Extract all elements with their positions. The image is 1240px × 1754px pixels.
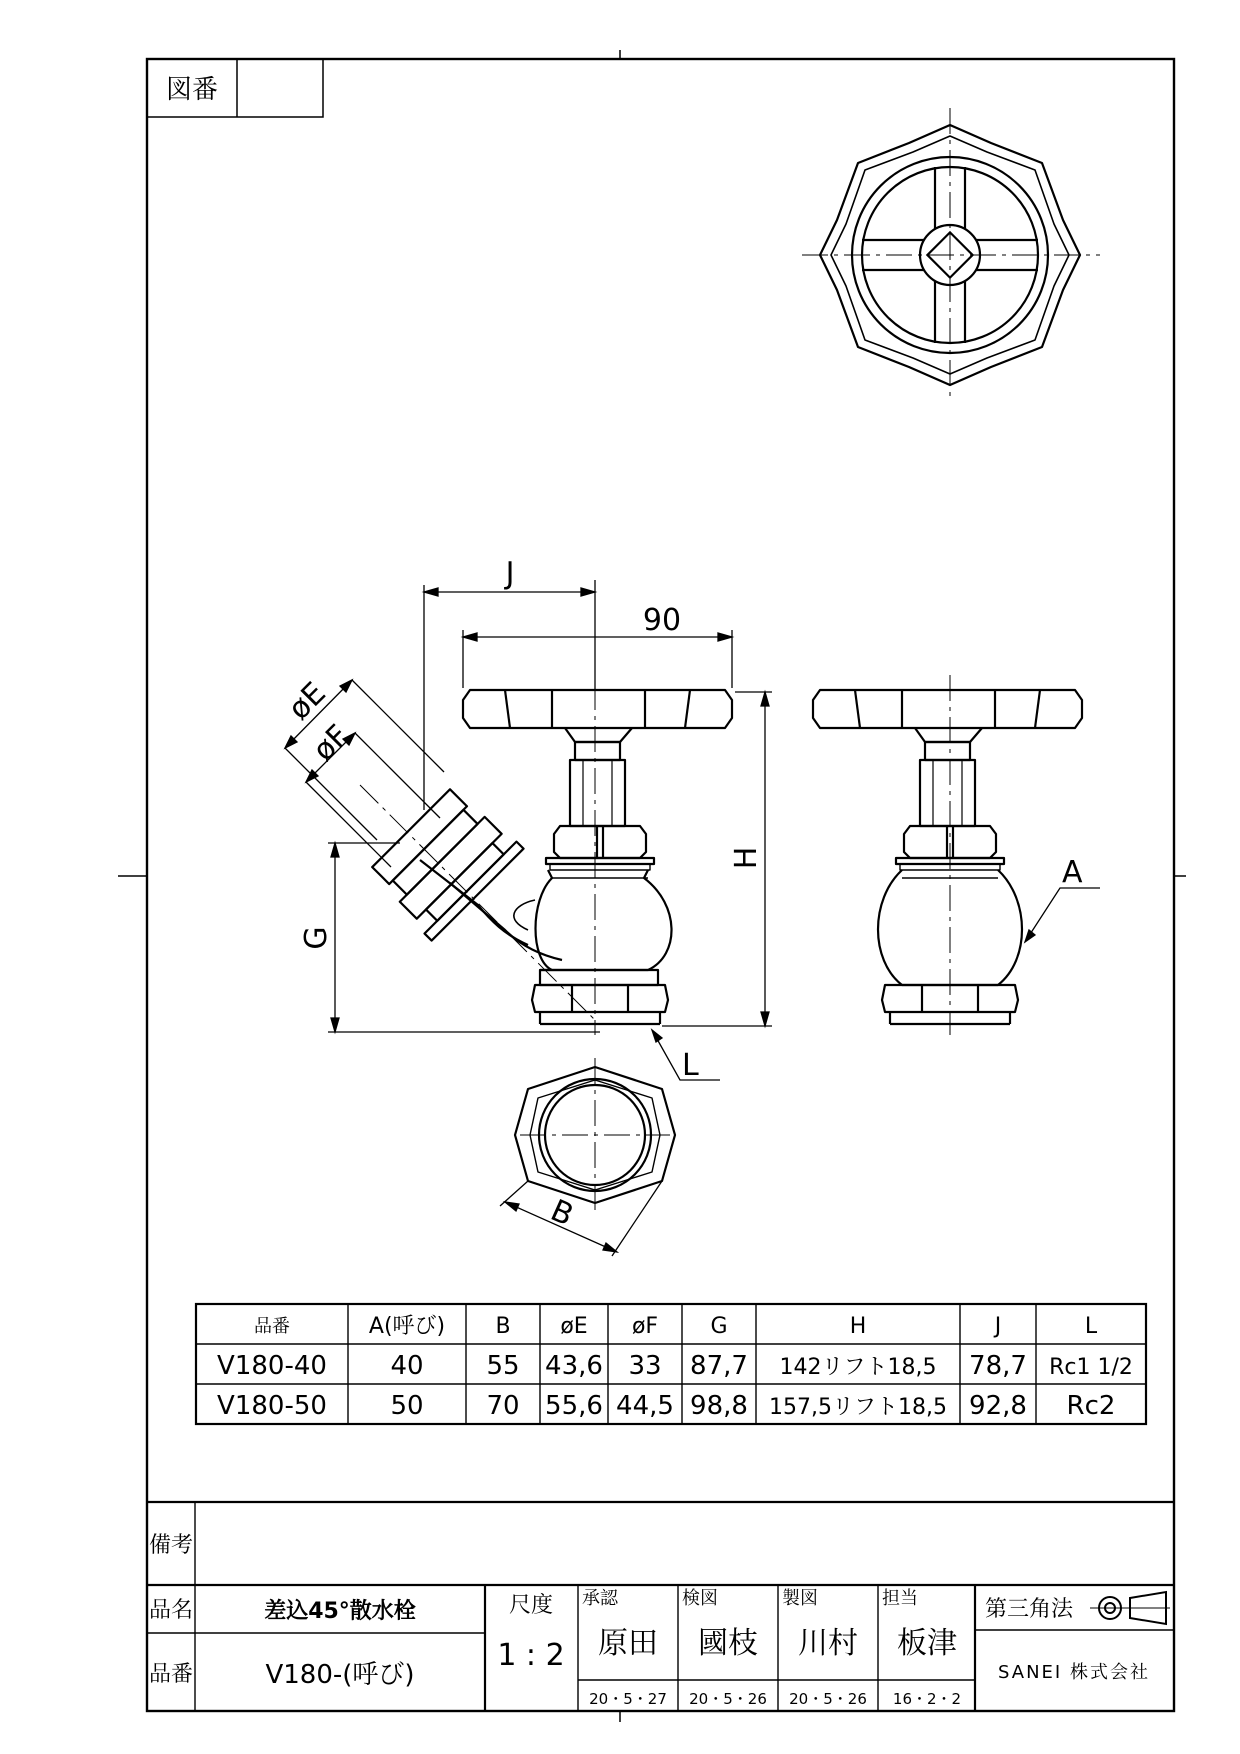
header-H: H <box>849 1314 867 1339</box>
table-row <box>217 1351 1133 1381</box>
remarks-label: 備考 <box>148 1533 194 1558</box>
scale-label: 尺度 <box>508 1593 554 1618</box>
dim-H-label: H <box>729 846 764 870</box>
cell-phiE: 55,6 <box>545 1391 603 1421</box>
approval-name: 國枝 <box>698 1626 758 1661</box>
cell-B: 55 <box>486 1351 520 1381</box>
approval-cell-drawn <box>782 1588 867 1708</box>
header-J: J <box>994 1314 1002 1339</box>
approval-name: 原田 <box>598 1626 658 1661</box>
cell-phiF: 44,5 <box>616 1391 674 1421</box>
valve-front-view <box>360 600 732 1035</box>
projection-label: 第三角法 <box>985 1597 1074 1622</box>
header-L: L <box>1084 1314 1098 1339</box>
cell-part-number: V180-50 <box>217 1391 327 1421</box>
approval-date: 20・5・26 <box>789 1690 867 1708</box>
dimension-lines <box>285 580 1100 1256</box>
cell-G: 87,7 <box>690 1351 748 1381</box>
cell-J: 92,8 <box>969 1391 1027 1421</box>
header-B: B <box>495 1314 511 1339</box>
scale-value: 1 : 2 <box>497 1638 565 1673</box>
drawing-number-label: 図番 <box>165 75 219 105</box>
cell-B: 70 <box>486 1391 520 1421</box>
table-row <box>217 1391 1115 1421</box>
cell-A: 50 <box>390 1391 424 1421</box>
approval-date: 16・2・2 <box>892 1690 962 1708</box>
third-angle-projection-icon <box>1090 1592 1170 1624</box>
dim-B-label: B <box>545 1193 579 1234</box>
handwheel-top-view <box>802 108 1100 400</box>
cell-J: 78,7 <box>969 1351 1027 1381</box>
cell-H: 142リフト18,5 <box>779 1355 937 1380</box>
dimension-labels <box>282 556 1083 1233</box>
dim-A-label: A <box>1062 855 1083 890</box>
approval-role: 担当 <box>882 1588 918 1609</box>
dim-G-label: G <box>299 926 334 950</box>
company-name: SANEI 株式会社 <box>998 1662 1150 1683</box>
approval-cell-approved <box>582 1588 667 1708</box>
header-phiF: øF <box>631 1314 659 1339</box>
approval-date: 20・5・27 <box>589 1690 667 1708</box>
valve-side-view <box>813 675 1082 1035</box>
dim-J-label: J <box>505 556 515 591</box>
cell-phiE: 43,6 <box>545 1351 603 1381</box>
dim-L-label: L <box>682 1048 699 1083</box>
dim-phiF-label: øF <box>306 718 357 769</box>
cell-phiF: 33 <box>628 1351 662 1381</box>
approval-date: 20・5・26 <box>689 1690 767 1708</box>
part-number-value: V180-(呼び) <box>265 1660 415 1690</box>
approval-role: 製図 <box>782 1588 818 1609</box>
cell-A: 40 <box>390 1351 424 1381</box>
title-block <box>147 1502 1174 1711</box>
dim-phiE-label: øE <box>281 675 333 727</box>
cell-L: Rc2 <box>1066 1391 1116 1421</box>
dim-90-label: 90 <box>642 603 682 638</box>
cell-G: 98,8 <box>690 1391 748 1421</box>
approval-name: 板津 <box>897 1626 957 1661</box>
spec-table <box>196 1304 1146 1424</box>
cell-part-number: V180-40 <box>217 1351 327 1381</box>
cell-L: Rc1 1/2 <box>1049 1355 1133 1380</box>
approval-role: 承認 <box>582 1588 618 1609</box>
product-name-value: 差込45°散水栓 <box>264 1599 416 1624</box>
header-G: G <box>710 1314 728 1339</box>
part-number-label: 品番 <box>148 1662 194 1687</box>
product-name-label: 品名 <box>148 1598 194 1623</box>
cell-H: 157,5リフト18,5 <box>769 1395 947 1420</box>
valve-bottom-view <box>515 1058 675 1210</box>
drawing-number-box <box>147 59 323 117</box>
header-part-number: 品番 <box>254 1316 290 1337</box>
spec-table-header-row <box>254 1314 1098 1339</box>
approval-cell-checked <box>682 1588 767 1708</box>
approval-cell-responsible <box>882 1588 961 1708</box>
header-A: A(呼び) <box>368 1314 446 1339</box>
approval-name: 川村 <box>798 1626 858 1661</box>
header-phiE: øE <box>560 1314 588 1339</box>
approval-role: 検図 <box>682 1588 718 1609</box>
